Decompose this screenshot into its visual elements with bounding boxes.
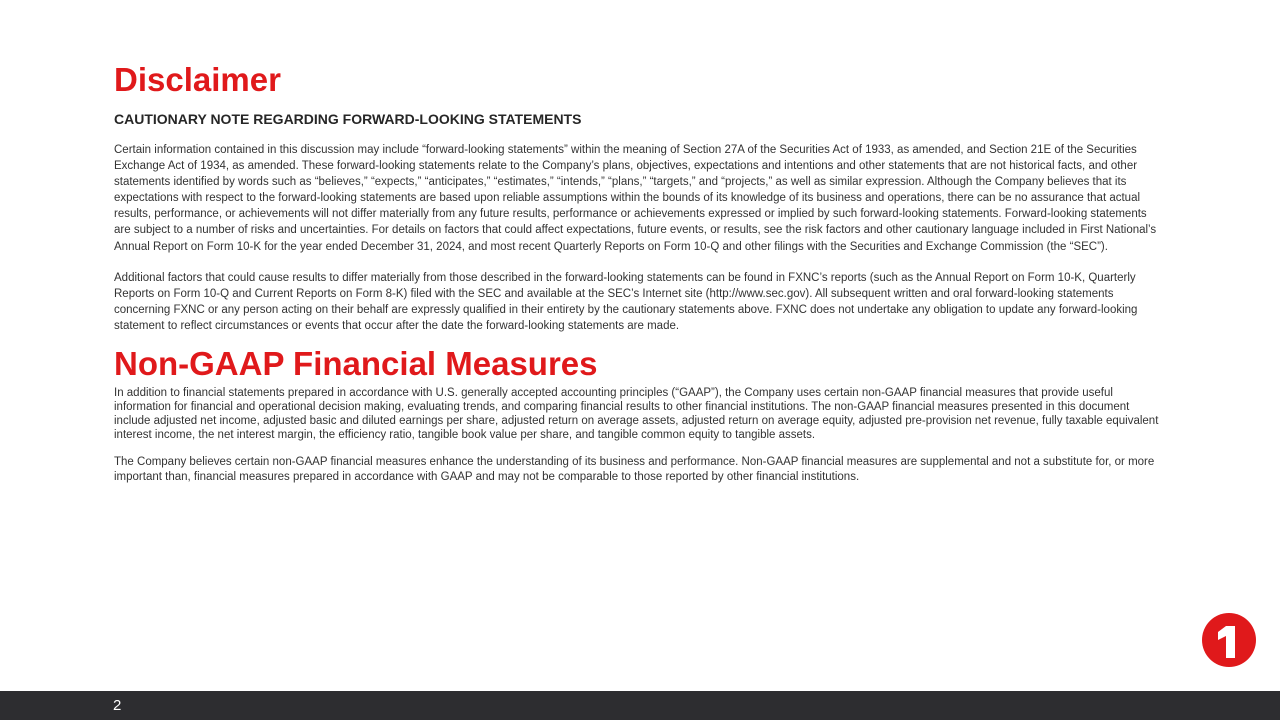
disclaimer-title: Disclaimer (114, 61, 281, 98)
slide-content (114, 58, 1166, 485)
non-gaap-paragraph: In addition to financial statements prepared in accordance with U.S. generally accepted accounting principles (“GAAP”), the Company uses certain non-GAAP financial measures that provide useful information for financial and operational decision making, evaluating trends, and comparing financial results to other financial institutions. The non-GAAP financial measures presented in this document include adjusted net income, adjusted basic and diluted earnings per share, adjusted return on average assets, adjusted return on average equity, adjusted pre-provision net revenue, fully taxable equivalent interest income, the net interest margin, the efficiency ratio, tangible book value per share, and tangible common equity to tangible assets. (114, 387, 1159, 442)
footer-bar (0, 691, 1280, 720)
page-number: 2 (113, 697, 122, 714)
additional-factors-paragraph: Additional factors that could cause results to differ materially from those described in the forward-looking statements can be found in FXNC’s reports (such as the Annual Report on Form 10-K, Quarterly Reports on Form 10-Q and Current Reports on Form 8-K) filed with the SEC and available at the SEC’s Internet site (http://www.sec.gov). All subsequent written and oral forward-looking statements concerning FXNC or any person acting on their behalf are expressly qualified in their entirety by the cautionary statements above. FXNC does not undertake any obligation to update any forward-looking statement to reflect circumstances or events that occur after the date the forward-looking statements are made. (114, 271, 1138, 332)
first-national-logo-icon (1201, 612, 1257, 668)
non-gaap-title: Non-GAAP Financial Measures (114, 345, 598, 383)
cautionary-note-subheading: CAUTIONARY NOTE REGARDING FORWARD-LOOKING STATEMENTS (114, 111, 582, 127)
forward-looking-paragraph: Certain information contained in this discussion may include “forward-looking statements” within the meaning of Section 27A of the Securities Act of 1933, as amended, and Section 21E of the Securities Exchange Act of 1934, as amended. These forward-looking statements relate to the Company’s plans, objectives, expectations and intentions and other statements that are not historical facts, and other statements identified by words such as “believes,” “expects,” “anticipates,” “estimates,” “intends,” “plans,” “targets,” and “projects,” as well as similar expression. Although the Company believes that its expectations with respect to the forward-looking statements are based upon reliable assumptions within the bounds of its knowledge of its business and operations, there can be no assurance that actual results, performance, or achievements will not differ materially from any future results, performance or achievements expressed or implied by such forward-looking statements. Forward-looking statements are subject to a number of risks and uncertainties. For details on factors that could affect expectations, future events, or results, see the risk factors and other cautionary language included in First National’s Annual Report on Form 10-K for the year ended December 31, 2024, and most recent Quarterly Reports on Form 10-Q and other filings with the Securities and Exchange Commission (the “SEC”). (114, 144, 1157, 253)
non-gaap-supplemental-paragraph: The Company believes certain non-GAAP financial measures enhance the understanding of its business and performance. Non-GAAP financial measures are supplemental and not a substitute for, or more important than, financial measures prepared in accordance with GAAP and may not be comparable to those reported by other financial institutions. (114, 456, 1155, 484)
